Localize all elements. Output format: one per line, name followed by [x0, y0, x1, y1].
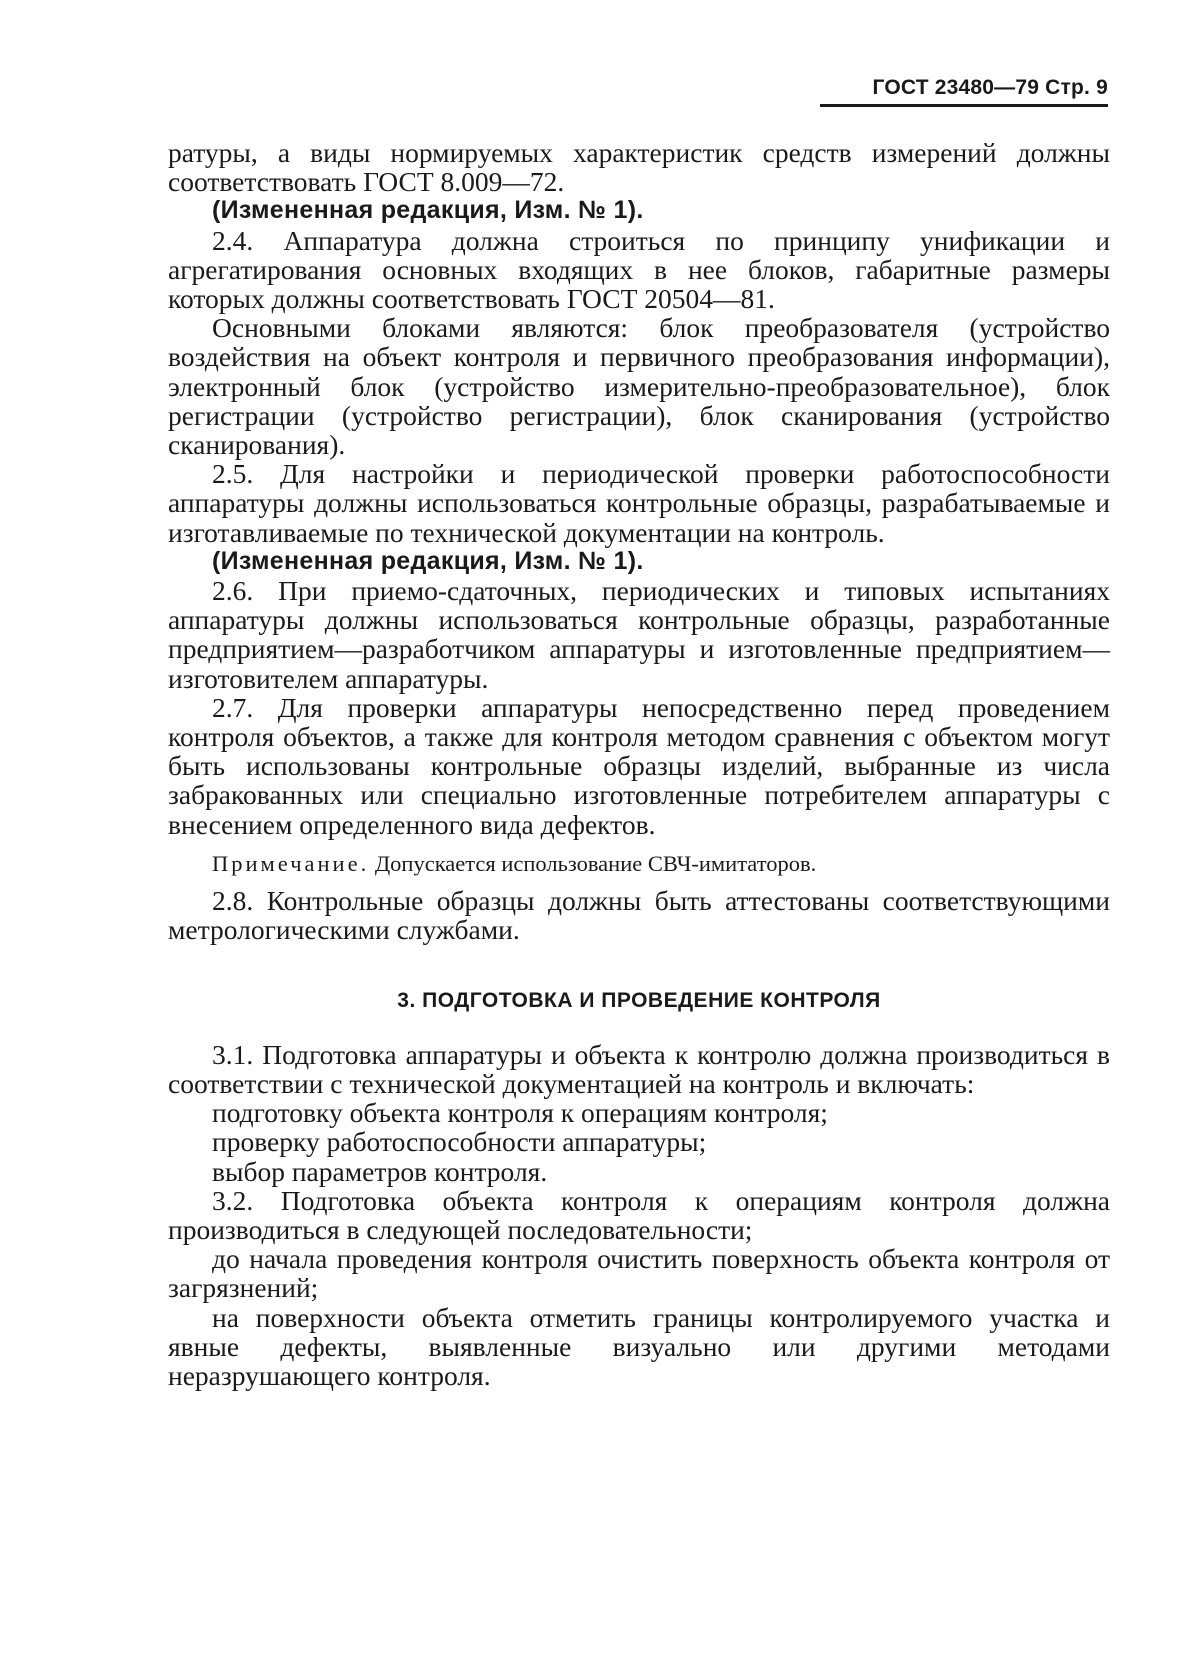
list-item: на поверхности объекта отметить границы контролируемого участка и явные дефекты, выявленные визуально или другими методами неразрушающего контроля. [168, 1301, 1110, 1391]
paragraph-3-1: 3.1. Подготовка аппаратуры и объекта к контролю должна производиться в соответствии с технической документацией на контроль и включать: [168, 1038, 1110, 1099]
section-3-title: 3. ПОДГОТОВКА И ПРОВЕДЕНИЕ КОНТРОЛЯ [397, 989, 881, 1013]
note-text: Допускается использование СВЧ-имитаторов. [369, 850, 817, 876]
paragraph-2-6: 2.6. При приемо-сдаточных, периодических и типовых испытаниях аппаратуры должны использоваться контрольные образцы, разработанные предприятием—разработчиком аппаратуры и изготовленные предприятием—изготовителем аппаратуры. [168, 575, 1110, 694]
list-item: подготовку объекта контроля к операциям контроля; [212, 1097, 828, 1129]
paragraph-2-5: 2.5. Для настройки и периодической проверки работоспособности аппаратуры должны использоваться контрольные образцы, разрабатываемые и изготавливаемые по технической документации на контроль. [168, 458, 1110, 548]
page-header: ГОСТ 23480—79 Стр. 9 [872, 76, 1108, 99]
list-item: проверку работоспособности аппаратуры; [212, 1126, 707, 1158]
paragraph-continuation: ратуры, а виды нормируемых характеристик средств измерений должны соответствовать ГОСТ 8.009—72. [168, 137, 1110, 198]
paragraph-2-4: 2.4. Аппаратура должна строиться по принципу унификации и агрегатирования основных входящих в нее блоков, габаритные размеры которых должны соответствовать ГОСТ 20504—81. [168, 224, 1110, 315]
note-label: Примечание. [212, 850, 370, 876]
list-item: до начала проведения контроля очистить поверхность объекта контроля от загрязнений; [168, 1243, 1110, 1304]
list-item: выбор параметров контроля. [212, 1155, 548, 1187]
paragraph-2-8: 2.8. Контрольные образцы должны быть аттестованы соответствующими метрологическими службами. [168, 885, 1110, 946]
revision-note-2: (Измененная редакция, Изм. № 1). [212, 546, 644, 575]
revision-note-1: (Измененная редакция, Изм. № 1). [212, 196, 644, 225]
header-rule [820, 104, 1108, 107]
document-body [168, 138, 1110, 1390]
paragraph-2-7: 2.7. Для проверки аппаратуры непосредственно перед проведением контроля объектов, а также для контроля методом сравнения с объектом могут быть использованы контрольные образцы изделий, выбранные из числа забракованных или специально изготовленные потребителем аппаратуры с внесением определенного вида дефектов. [168, 691, 1110, 840]
paragraph-main-blocks: Основными блоками являются: блок преобразователя (устройство воздействия на объект контроля и первичного преобразования информации), электронный блок (устройство измерительно-преобразовательное), блок регистрации (устройство регистрации), блок сканирования (устройство сканирования). [168, 312, 1110, 461]
note [168, 849, 1110, 878]
paragraph-3-2: 3.2. Подготовка объекта контроля к операциям контроля должна производиться в следующей последовательности; [168, 1184, 1110, 1245]
